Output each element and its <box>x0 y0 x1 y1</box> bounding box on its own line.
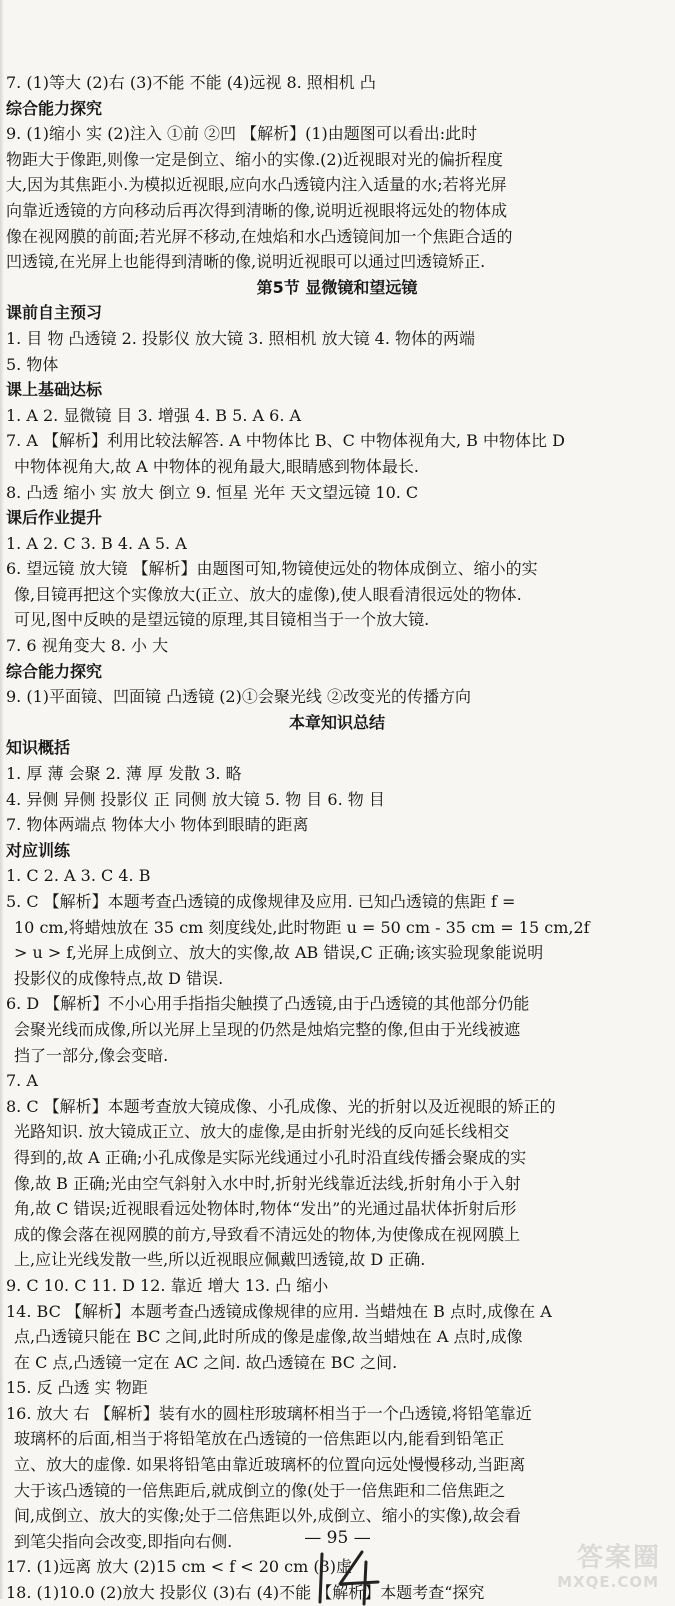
scan-edge <box>0 0 4 1599</box>
section-heading: 知识概括 <box>6 738 71 758</box>
text-line: 7. A 【解析】利用比较法解答. A 中物体比 B、C 中物体视角大, B 中物体比 D <box>6 431 565 451</box>
text-line: 成的像会落在视网膜的前方,导致看不清远处的物体,为使像成在视网膜上 <box>14 1224 521 1244</box>
text-line: 17. (1)远离 放大 (2)15 cm < f < 20 cm (3)虚 <box>6 1557 353 1577</box>
chapter-heading: 第5节 显微镜和望远镜 <box>256 277 418 297</box>
text-line: 像在视网膜的前面;若光屏不移动,在烛焰和水凸透镜间加一个焦距合适的 <box>6 226 513 246</box>
section-heading: 综合能力探究 <box>6 98 103 118</box>
section-heading: 课后作业提升 <box>6 508 103 528</box>
text-line: 光路知识. 放大镜成正立、放大的虚像,是由折射光线的反向延长线相交 <box>14 1122 510 1142</box>
text-line: 向靠近透镜的方向移动后再次得到清晰的像,说明近视眼将远处的物体成 <box>6 200 508 220</box>
text-line: 到笔尖指向会改变,即指向右侧. <box>14 1531 233 1551</box>
text-line: 7. 物体两端点 物体大小 物体到眼睛的距离 <box>6 815 309 835</box>
text-line: 1. C 2. A 3. C 4. B <box>6 866 151 886</box>
text-line: 1. A 2. C 3. B 4. A 5. A <box>6 533 187 553</box>
watermark-sub: MXQE.COM <box>557 1573 659 1591</box>
text-line: 5. C 【解析】本题考查凸透镜的成像规律及应用. 已知凸透镜的焦距 f = <box>6 892 516 911</box>
answer-page-text <box>6 70 668 1606</box>
text-line: 玻璃杯的后面,相当于将铅笔放在凸透镜的一倍焦距以内,能看到铅笔正 <box>14 1429 505 1449</box>
text-line: 挡了一部分,像会变暗. <box>14 1045 169 1065</box>
text-line: 14. BC 【解析】本题考查凸透镜成像规律的应用. 当蜡烛在 B 点时,成像在 A <box>6 1301 552 1321</box>
text-line: 点,凸透镜只能在 BC 之间,此时所成的像是虚像,故当蜡烛在 A 点时,成像 <box>14 1327 523 1347</box>
section-heading: 对应训练 <box>6 840 71 860</box>
text-line: 中物体视角大,故 A 中物体的视角最大,眼睛感到物体最长. <box>14 456 419 476</box>
text-line: 4. 异侧 异侧 投影仪 正 同侧 放大镜 5. 物 目 6. 物 目 <box>6 789 385 809</box>
text-line: 6. D 【解析】不小心用手指指尖触摸了凸透镜,由于凸透镜的其他部分仍能 <box>6 994 530 1014</box>
text-line: 8. 凸透 缩小 实 放大 倒立 9. 恒星 光年 天文望远镜 10. C <box>6 482 419 502</box>
text-line: 9. C 10. C 11. D 12. 靠近 增大 13. 凸 缩小 <box>6 1275 329 1295</box>
watermark-logo <box>515 1537 665 1591</box>
text-line: 18. (1)10.0 (2)放大 投影仪 (3)右 (4)不能 【解析】本题考查“探究 <box>6 1583 485 1603</box>
text-line: 得到的,故 A 正确;小孔成像是实际光线通过小孔时沿直线传播会聚成的实 <box>14 1147 527 1167</box>
text-line: 像,故 B 正确;光由空气斜射入水中时,折射光线靠近法线,折射角小于入射 <box>14 1173 521 1193</box>
text-line: 1. A 2. 显微镜 目 3. 增强 4. B 5. A 6. A <box>6 405 302 425</box>
text-line: 7. (1)等大 (2)右 (3)不能 不能 (4)远视 8. 照相机 凸 <box>6 73 376 92</box>
text-line: 16. 放大 右 【解析】装有水的圆柱形玻璃杯相当于一个凸透镜,将铅笔靠近 <box>6 1403 532 1423</box>
text-line: > u > f,光屏上成倒立、放大的实像,故 AB 错误,C 正确;该实验现象能说明 <box>14 943 544 963</box>
chapter-heading: 本章知识总结 <box>288 712 385 732</box>
text-line: 10 cm,将蜡烛放在 35 cm 刻度线处,此时物距 u = 50 cm - 35 cm = 15 cm,2f <box>14 917 590 937</box>
section-heading: 课上基础达标 <box>6 380 103 400</box>
text-line: 间,成倒立、放大的实像;处于二倍焦距以外,成倒立、缩小的实像),故会看 <box>14 1506 521 1526</box>
handwritten-number-14 <box>300 1546 400 1606</box>
text-line: 大,因为其焦距小.为模拟近视眼,应向水凸透镜内注入适量的水;若将光屏 <box>6 175 507 195</box>
text-line: 物距大于像距,则像一定是倒立、缩小的实像.(2)近视眼对光的偏折程度 <box>6 149 503 169</box>
text-line: 可见,图中反映的是望远镜的原理,其目镜相当于一个放大镜. <box>14 610 430 630</box>
text-line: 在 C 点,凸透镜一定在 AC 之间. 故凸透镜在 BC 之间. <box>14 1352 398 1372</box>
text-line: 会聚光线而成像,所以光屏上呈现的仍然是烛焰完整的像,但由于光线被遮 <box>14 1019 521 1039</box>
text-line: 7. A <box>6 1071 38 1091</box>
text-line: 上,应让光线发散一些,所以近视眼应佩戴凹透镜,故 D 正确. <box>14 1250 426 1270</box>
text-line: 8. C 【解析】本题考查放大镜成像、小孔成像、光的折射以及近视眼的矫正的 <box>6 1096 556 1116</box>
text-line: 立、放大的虚像. 如果将铅笔由靠近玻璃杯的位置向远处慢慢移动,当距离 <box>14 1455 526 1475</box>
text-line: 15. 反 凸透 实 物距 <box>6 1378 148 1398</box>
section-heading: 课前自主预习 <box>6 303 103 323</box>
page-number: — 95 — <box>304 1528 371 1548</box>
text-line: 大于该凸透镜的一倍焦距后,就成倒立的像(处于一倍焦距和二倍焦距之 <box>14 1480 506 1500</box>
text-line: 1. 目 物 凸透镜 2. 投影仪 放大镜 3. 照相机 放大镜 4. 物体的两端 <box>6 328 476 348</box>
text-line: 6. 望远镜 放大镜 【解析】由题图可知,物镜使远处的物体成倒立、缩小的实 <box>6 559 538 579</box>
text-line: 凹透镜,在光屏上也能得到清晰的像,说明近视眼可以通过凹透镜矫正. <box>6 252 486 272</box>
text-line: 投影仪的成像特点,故 D 错误. <box>14 968 224 988</box>
text-line: 1. 厚 薄 会聚 2. 薄 厚 发散 3. 略 <box>6 764 242 784</box>
text-line: 7. 6 视角变大 8. 小 大 <box>6 636 169 656</box>
text-line: 5. 物体 <box>6 354 59 374</box>
text-line: 像,目镜再把这个实像放大(正立、放大的虚像),使人眼看清很远处的物体. <box>14 584 522 604</box>
text-line: 9. (1)缩小 实 (2)注入 ①前 ②凹 【解析】(1)由题图可以看出:此时 <box>6 124 478 144</box>
text-line: 9. (1)平面镜、凹面镜 凸透镜 (2)①会聚光线 ②改变光的传播方向 <box>6 687 471 707</box>
text-line: 角,故 C 错误;近视眼看远处物体时,物体“发出”的光通过晶状体折射后形 <box>14 1199 517 1219</box>
section-heading: 综合能力探究 <box>6 661 103 681</box>
watermark-main: 答案圈 <box>576 1543 661 1573</box>
